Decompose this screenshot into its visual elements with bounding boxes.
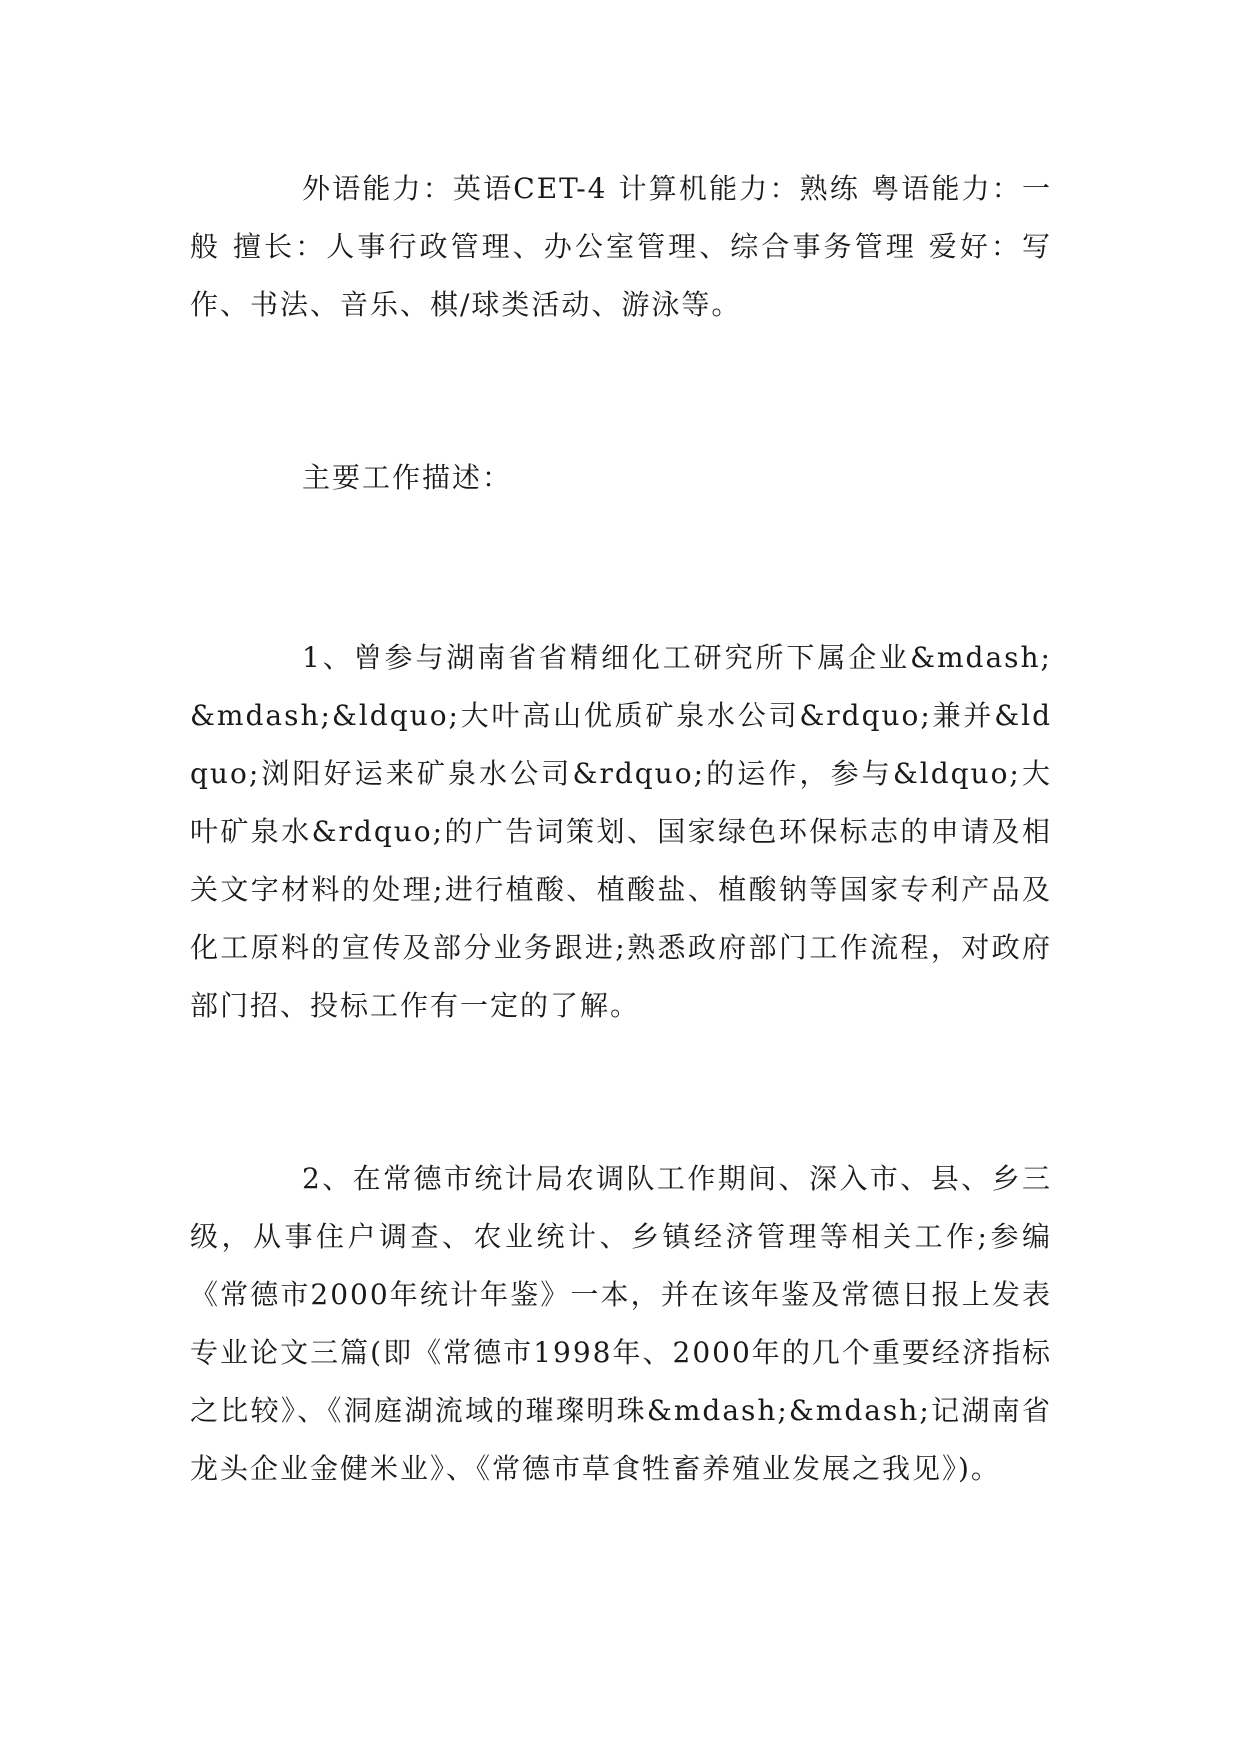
skills-paragraph: 外语能力：英语CET-4 计算机能力：熟练 粤语能力：一般 擅长：人事行政管理、办公室管理、综合事务管理 爱好：写作、书法、音乐、棋/球类活动、游泳等。 (190, 172, 1052, 321)
work-item-1: 1、曾参与湖南省省精细化工研究所下属企业&mdash;&mdash;&ldquo;大叶高山优质矿泉水公司&rdquo;兼并&ldquo;浏阳好运来矿泉水公司&rdquo;的运作，参与&ldquo;大叶矿泉水&rdquo;的广告词策划、国家绿色环保标志的申请及相关文字材料的处理;进行植酸、植酸盐、植酸钠等国家专利产品及化工原料的宣传及部分业务跟进;熟悉政府部门工作流程，对政府部门招、投标工作有一定的了解。 (190, 641, 1052, 1022)
work-item-2: 2、在常德市统计局农调队工作期间、深入市、县、乡三级，从事住户调查、农业统计、乡镇经济管理等相关工作;参编《常德市2000年统计年鉴》一本，并在该年鉴及常德日报上发表专业论文三篇(即《常德市1998年、2000年的几个重要经济指标之比较》、《洞庭湖流域的璀璨明珠&mdash;&mdash;记湖南省龙头企业金健米业》、《常德市草食牲畜养殖业发展之我见》)。 (190, 1162, 1052, 1485)
section-heading: 主要工作描述： (302, 461, 513, 494)
